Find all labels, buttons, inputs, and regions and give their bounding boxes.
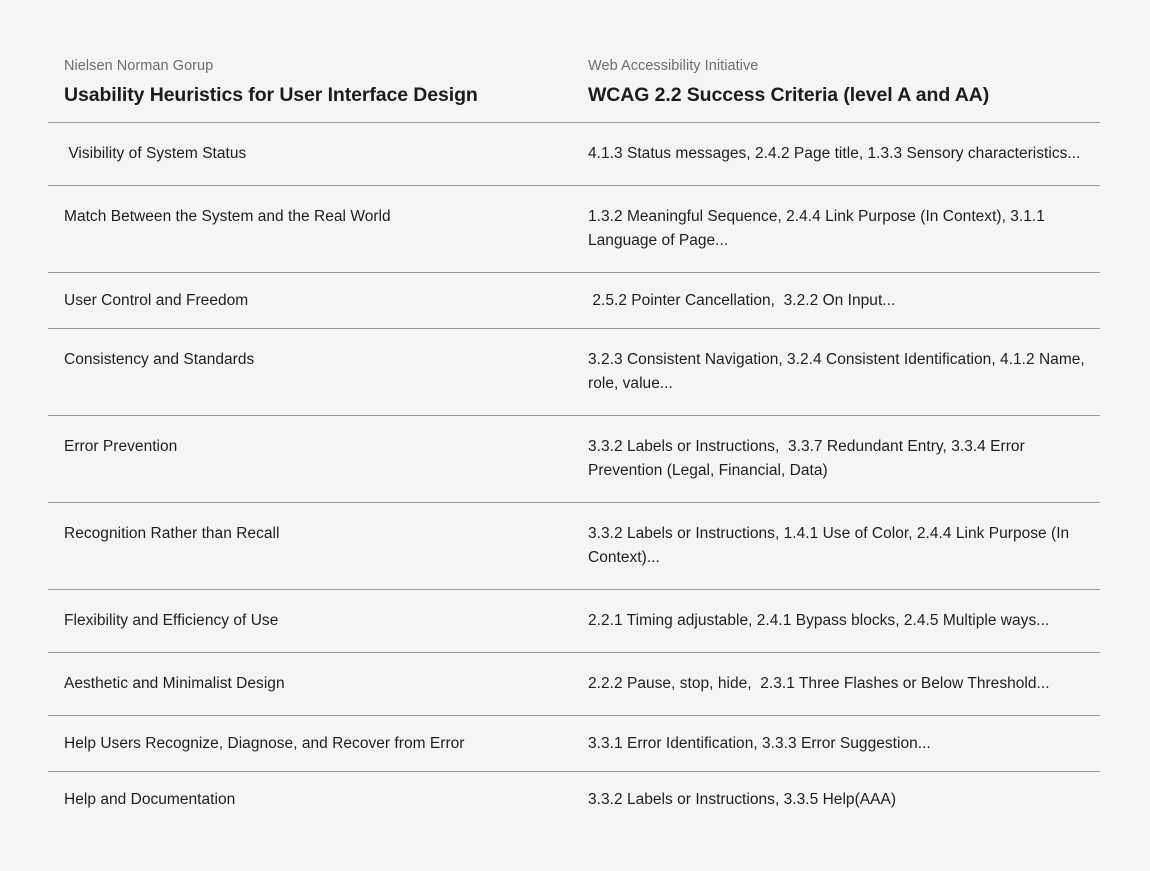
table-row xyxy=(48,329,1100,416)
table-row xyxy=(48,772,1100,827)
cell-heuristic: Help and Documentation xyxy=(64,791,236,808)
cell-criteria: 3.2.3 Consistent Navigation, 3.2.4 Consistent Identification, 4.1.2 Name, role, value... xyxy=(588,351,1090,392)
cell-heuristic: Help Users Recognize, Diagnose, and Recover from Error xyxy=(64,735,465,752)
comparison-table xyxy=(48,56,1100,827)
cell-criteria: 2.5.2 Pointer Cancellation, 3.2.2 On Input... xyxy=(588,292,896,309)
cell-criteria: 3.3.1 Error Identification, 3.3.3 Error Suggestion... xyxy=(588,735,931,752)
column-header-title-heuristics: Usability Heuristics for User Interface Design xyxy=(64,84,478,106)
cell-heuristic: Aesthetic and Minimalist Design xyxy=(64,675,285,692)
table-row xyxy=(48,273,1100,329)
column-header-title-wcag: WCAG 2.2 Success Criteria (level A and AA) xyxy=(588,84,990,106)
cell-heuristic: Visibility of System Status xyxy=(64,145,247,162)
column-header-eyebrow-wcag: Web Accessibility Initiative xyxy=(588,58,759,74)
table-row xyxy=(48,416,1100,503)
cell-heuristic: Error Prevention xyxy=(64,438,178,455)
column-header-eyebrow-heuristics: Nielsen Norman Gorup xyxy=(64,58,214,74)
cell-heuristic: User Control and Freedom xyxy=(64,292,249,309)
table-row xyxy=(48,186,1100,273)
cell-heuristic: Flexibility and Efficiency of Use xyxy=(64,612,279,629)
column-header-wcag xyxy=(568,56,1100,108)
cell-criteria: 3.3.2 Labels or Instructions, 3.3.5 Help(AAA) xyxy=(588,791,897,808)
cell-heuristic: Recognition Rather than Recall xyxy=(64,525,280,542)
cell-criteria: 1.3.2 Meaningful Sequence, 2.4.4 Link Purpose (In Context), 3.1.1 Language of Page... xyxy=(588,208,1050,249)
table-row xyxy=(48,123,1100,186)
cell-criteria: 4.1.3 Status messages, 2.4.2 Page title, 1.3.3 Sensory characteristics... xyxy=(588,145,1081,162)
cell-criteria: 2.2.1 Timing adjustable, 2.4.1 Bypass blocks, 2.4.5 Multiple ways... xyxy=(588,612,1050,629)
table-row xyxy=(48,653,1100,716)
cell-criteria: 3.3.2 Labels or Instructions, 3.3.7 Redundant Entry, 3.3.4 Error Prevention (Legal, Financial, Data) xyxy=(588,438,1030,479)
table-row xyxy=(48,716,1100,772)
cell-heuristic: Match Between the System and the Real World xyxy=(64,208,391,225)
cell-criteria: 3.3.2 Labels or Instructions, 1.4.1 Use of Color, 2.4.4 Link Purpose (In Context)... xyxy=(588,525,1074,566)
cell-criteria: 2.2.2 Pause, stop, hide, 2.3.1 Three Flashes or Below Threshold... xyxy=(588,675,1050,692)
column-header-heuristics xyxy=(48,56,568,108)
table-row xyxy=(48,590,1100,653)
cell-heuristic: Consistency and Standards xyxy=(64,351,255,368)
table-header-row xyxy=(48,56,1100,123)
table-row xyxy=(48,503,1100,590)
